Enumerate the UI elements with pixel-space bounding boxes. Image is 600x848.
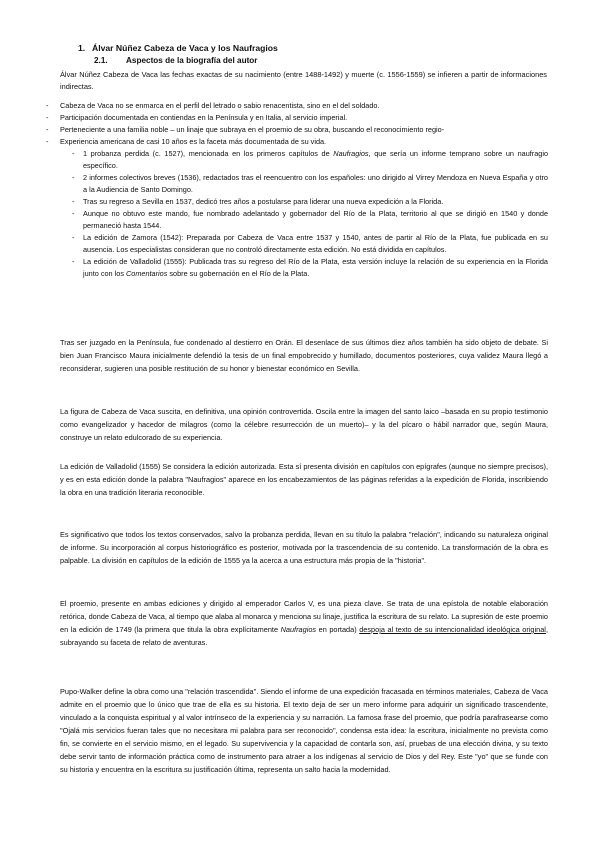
biography-list (44, 100, 548, 280)
section-title: Álvar Núñez Cabeza de Vaca y los Naufragios (92, 43, 278, 53)
section-heading (78, 43, 278, 53)
work-title: Naufragios (280, 625, 317, 634)
list-item (44, 100, 548, 112)
dash-bullet: - (72, 233, 75, 242)
list-item (44, 112, 548, 124)
subsection-heading (94, 56, 257, 65)
list-item (44, 124, 548, 136)
subsection-title: Aspectos de la biografía del autor (126, 56, 258, 65)
sub-item-pre: La edición de Valladolid (1555): Publicada tras su regreso del Río de la Plata, esta versión incluye la relación de su experiencia en la Florida junto con los (83, 257, 548, 278)
sub-list-item (60, 172, 548, 196)
proem-text-c: , subrayando su faceta de relato de aventuras. (60, 625, 548, 647)
dash-bullet: - (72, 209, 75, 218)
sub-item-post: sobre su gobernación en el Río de la Plata. (167, 269, 310, 278)
sub-list-item (60, 208, 548, 232)
body-paragraph: La edición de Valladolid (1555) Se considera la edición autorizada. Esta sí presenta división en capítulos con epígrafes (aunque no siempre precisos), y es en esta edición donde la palabra "Naufragios" aparece en los encabezamientos de las páginas referidas a la expedición de Florida, inscribiendo la obra en una tradición literaria reconocible. (60, 462, 548, 497)
body-paragraph: Es significativo que todos los textos conservados, salvo la probanza perdida, llevan en su título la palabra "relación", indicando su naturaleza original de informe. Su incorporación al corpus historiográfico es posterior, motivada por la trascendencia de su contenido. La transformación de la obra es palpable. La división en capítulos de la edición de 1555 ya la acerca a una estructura más propia de la "historia". (60, 530, 548, 565)
sub-item-text: La edición de Zamora (1542): Preparada por Cabeza de Vaca entre 1537 y 1540, antes de partir al Río de la Plata, fue publicada en su ausencia. Los especialistas consideran que no controló directamente esta edición. No está dividida en capítulos. (83, 233, 548, 254)
work-title: Comentarios (126, 269, 168, 278)
dash-bullet: - (46, 113, 49, 122)
proem-text-b: en portada) (316, 625, 360, 634)
intro-paragraph: Álvar Núñez Cabeza de Vaca las fechas exactas de su nacimiento (entre 1488-1492) y muerte (c. 1556-1559) se infieren a partir de informaciones indirectas. (60, 70, 547, 91)
work-title: Naufragios (333, 149, 369, 158)
dash-bullet: - (72, 257, 75, 266)
dash-bullet: - (46, 101, 49, 110)
sub-item-text: 2 informes colectivos breves (1536), redactados tras el reencuentro con los españoles: uno dirigido al Virrey Mendoza en Nueva España y otro a la Audiencia de Santo Domingo. (83, 173, 548, 194)
list-item-text: Participación documentada en contiendas en la Península y en Italia, al servicio imperial. (60, 113, 348, 122)
body-paragraph (60, 597, 548, 649)
subsection-number: 2.1. (94, 56, 108, 65)
sub-item-pre: 1 probanza perdida (c. 1527), mencionada en los primeros capítulos de (83, 149, 334, 158)
sub-list-item (60, 256, 548, 280)
sub-item-text: Aunque no obtuvo este mando, fue nombrado adelantado y gobernador del Río de la Plata, territorio al que se dirigió en 1540 y donde permaneció hasta 1544. (83, 209, 548, 230)
list-item (44, 136, 548, 280)
sub-item-text: Tras su regreso a Sevilla en 1537, dedicó tres años a postularse para liderar una nueva expedición a la Florida. (83, 197, 444, 206)
section-number: 1. (78, 43, 86, 53)
sub-list (60, 148, 548, 280)
body-paragraph: La figura de Cabeza de Vaca suscita, en definitiva, una opinión controvertida. Oscila entre la imagen del santo laico –basada en su propio testimonio como evangelizador y hacedor de milagros (como la célebre resurrección de un muerto)– y la del pícaro o hábil narrador que, según Maura, construye un relato edulcorado de su experiencia. (60, 407, 548, 442)
dash-bullet: - (72, 173, 75, 182)
proem-text-a: El proemio, presente en ambas ediciones y dirigido al emperador Carlos V, es una pieza clave. Se trata de una epístola de notable elaboración retórica, donde Cabeza de Vaca, al tiempo que alaba al monarca y menciona su linaje, justifica la escritura de su relato. La supresión de este proemio en la edición de 1749 (la primera que titula la obra explícitamente (60, 599, 548, 634)
dash-bullet: - (72, 149, 75, 158)
sub-list-item (60, 232, 548, 256)
sub-list-item (60, 148, 548, 172)
dash-bullet: - (72, 197, 75, 206)
underlined-phrase: despoja al texto de su intencionalidad ideológica original (359, 625, 546, 634)
list-item-text: Experiencia americana de casi 10 años es la faceta más documentada de su vida. (60, 137, 327, 146)
dash-bullet: - (46, 137, 49, 146)
body-paragraph: Tras ser juzgado en la Península, fue condenado al destierro en Orán. El desenlace de sus últimos diez años también ha sido objeto de debate. Si bien Juan Francisco Maura inicialmente defendió la tesis de un final empobrecido y humillado, documentos posteriores, cuya validez Maura llegó a reconsiderar, sugieren una posible restitución de su honor y bienestar económico en Sevilla. (60, 338, 548, 373)
list-item-text: Cabeza de Vaca no se enmarca en el perfil del letrado o sabio renacentista, sino en el del soldado. (60, 101, 380, 110)
dash-bullet: - (46, 125, 49, 134)
list-item-text: Perteneciente a una familia noble – un linaje que subraya en el proemio de su obra, buscando el reconocimiento regio- (60, 125, 445, 134)
body-paragraph: Pupo-Walker define la obra como una "relación trascendida". Siendo el informe de una expedición fracasada en términos materiales, Cabeza de Vaca admite en el proemio que lo único que trae de ella es su historia. El texto deja de ser un mero informe para adquirir un significado trascendente, vinculado a la conquista espiritual y al valor intrínseco de la experiencia y su narración. La famosa frase del proemio, que podría parafrasearse como "Ojalá mis servicios fueran tales que no necesitara mi palabra para ser reconocido", condensa esta idea: la escritura, inicialmente no prevista como fin, se convierte en el servicio mismo, en el legado. Su supervivencia y la capacidad de contarla son, así, pruebas de una elección divina, y su texto debe servir tanto de información práctica como de instrumento para atraer a los indígenas al servicio de Dios y del Rey. Este "yo" que se funde con su historia y encuentra en la escritura su justificación última, representa un salto hacia la modernidad. (60, 687, 548, 774)
sub-item-post: , que sería un informe temprano sobre un naufragio específico. (83, 149, 549, 170)
sub-list-item (60, 196, 548, 208)
